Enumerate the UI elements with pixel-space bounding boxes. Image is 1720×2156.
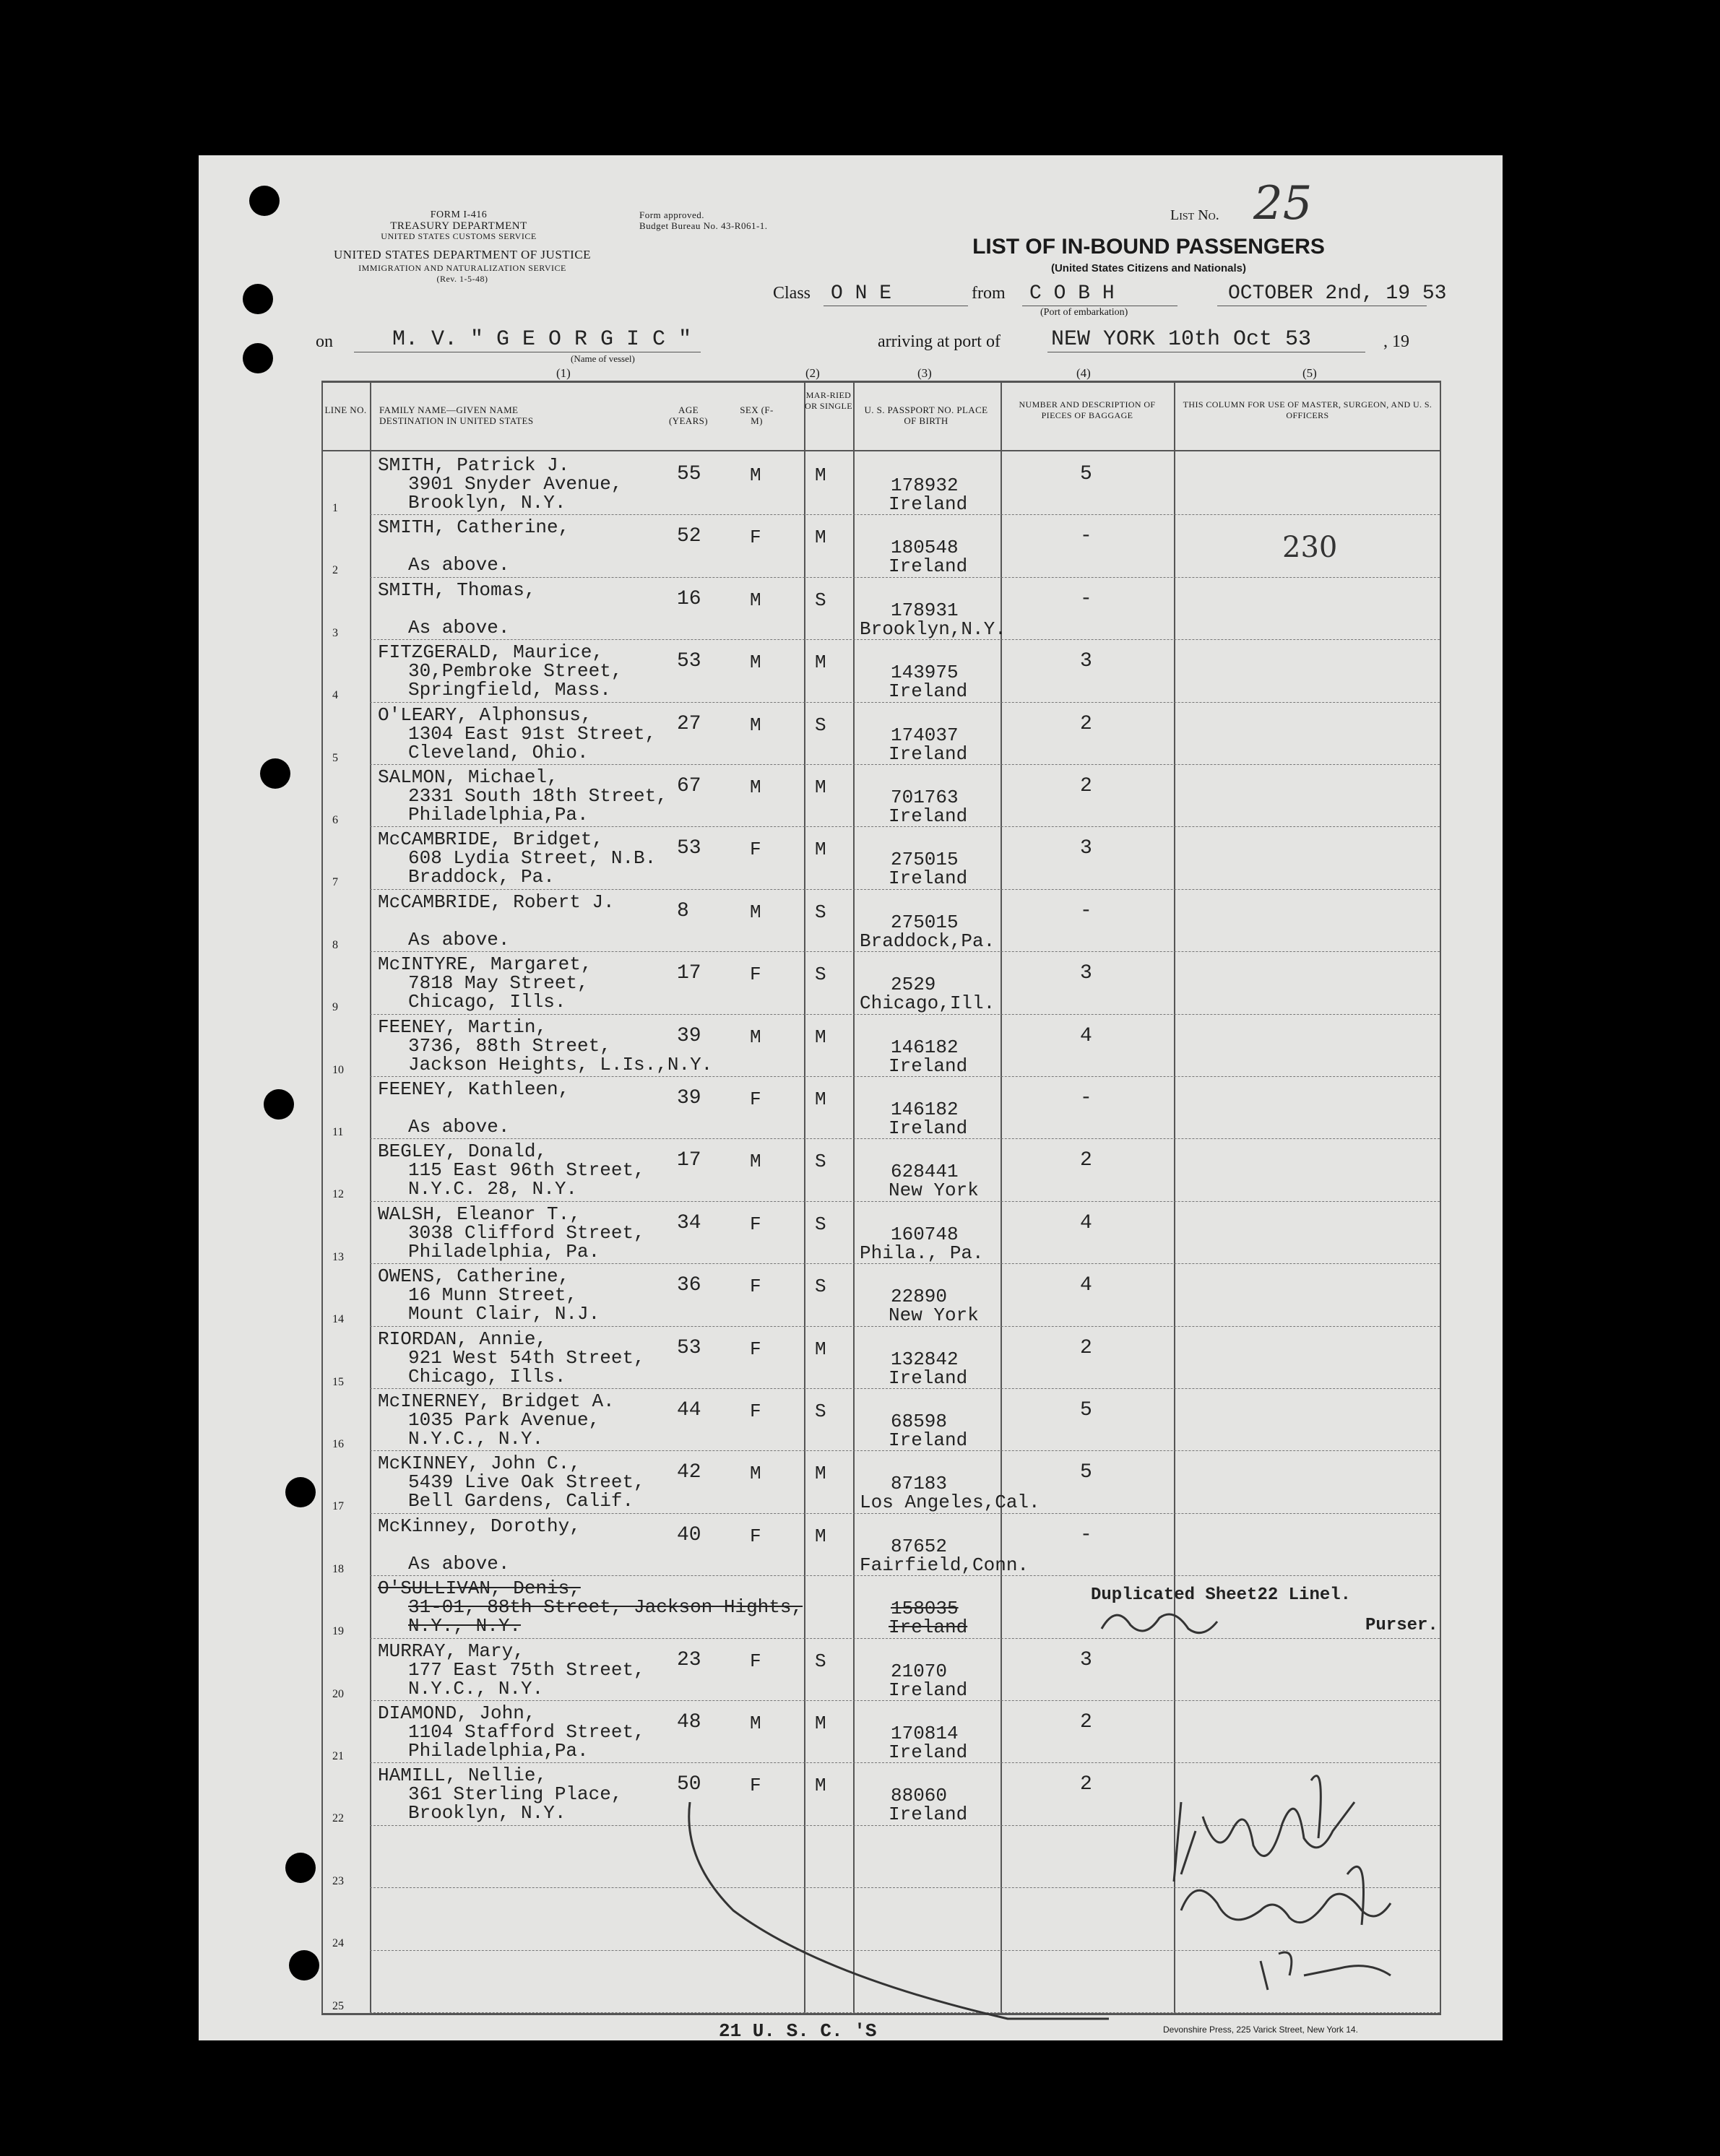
arrival-port-date: NEW YORK 10th Oct 53	[1051, 327, 1312, 352]
document-page	[199, 155, 1503, 2040]
sex: M	[750, 1463, 761, 1485]
age: 40	[677, 1523, 701, 1546]
place-of-birth: New York	[889, 1179, 979, 1202]
baggage-count: 3	[1080, 837, 1092, 860]
table-row	[199, 1514, 1503, 1576]
name-line-3: Brooklyn, N.Y.	[408, 492, 566, 514]
officer-number: 230	[1282, 531, 1338, 564]
line-number: 23	[332, 1874, 344, 1887]
passport-number: 628441	[891, 1161, 959, 1183]
age: 36	[677, 1274, 701, 1297]
baggage-count: 5	[1080, 1461, 1092, 1484]
table-row	[199, 1202, 1503, 1264]
marital-status: M	[815, 776, 826, 798]
table-row	[199, 765, 1503, 827]
table-row	[199, 1077, 1503, 1139]
sex: F	[750, 1400, 761, 1422]
name-line-2: 1035 Park Avenue,	[408, 1409, 600, 1431]
place-of-birth: Ireland	[889, 1741, 968, 1763]
table-row	[199, 1701, 1503, 1763]
line-number: 18	[332, 1562, 344, 1575]
line-number: 17	[332, 1500, 344, 1513]
age: 23	[677, 1648, 701, 1671]
name-line-3: N.Y., N.Y.	[408, 1615, 522, 1637]
line-number: 4	[332, 689, 338, 702]
line-number: 5	[332, 751, 338, 764]
place-of-birth: Ireland	[889, 1117, 968, 1139]
on-label: on	[316, 332, 333, 351]
duplicated-note: Duplicated Sheet22 Linel.	[1091, 1585, 1352, 1605]
baggage-count: 4	[1080, 1211, 1092, 1234]
baggage-count: -	[1080, 1523, 1092, 1546]
arriving-label: arriving at port of	[878, 332, 1001, 351]
marital-status: S	[815, 1213, 826, 1235]
officer-signature-image	[1152, 1759, 1427, 1997]
binder-hole	[243, 343, 273, 373]
passport-number: 170814	[891, 1723, 959, 1744]
ins-label: IMMIGRATION AND NATURALIZATION SERVICE	[358, 263, 566, 273]
baggage-count: 5	[1080, 463, 1092, 485]
marital-status: M	[815, 1713, 826, 1734]
name-line-3: As above.	[408, 554, 510, 576]
name-line-3: N.Y.C. 28, N.Y.	[408, 1178, 578, 1200]
name-line-2: 2331 South 18th Street,	[408, 785, 667, 807]
name-line-1: BEGLEY, Donald,	[378, 1140, 548, 1163]
name-line-3: Philadelphia,Pa.	[408, 1740, 589, 1762]
line-number: 16	[332, 1438, 344, 1450]
passport-number: 22890	[891, 1286, 948, 1308]
marital-status: S	[815, 1400, 826, 1422]
bracket-stroke	[675, 1802, 1181, 2040]
age: 48	[677, 1711, 701, 1733]
line-number: 11	[332, 1126, 344, 1138]
sex: M	[750, 1026, 761, 1048]
footer-code: 21 U. S. C. 'S	[719, 2020, 877, 2042]
departure-date: OCTOBER 2nd, 19 53	[1228, 282, 1447, 305]
name-line-3: Philadelphia,Pa.	[408, 804, 589, 826]
justice-label: UNITED STATES DEPARTMENT OF JUSTICE	[333, 248, 592, 261]
age: 39	[677, 1024, 701, 1047]
name-line-1: SMITH, Thomas,	[378, 579, 536, 601]
place-of-birth: Ireland	[889, 805, 968, 827]
col-header-age: AGE (YEARS)	[668, 404, 709, 426]
table-row	[199, 952, 1503, 1014]
passport-number: 68598	[891, 1411, 948, 1432]
name-line-1: McINERNEY, Bridget A.	[378, 1390, 615, 1412]
baggage-count: -	[1080, 525, 1092, 548]
name-line-3: N.Y.C., N.Y.	[408, 1677, 544, 1700]
place-of-birth: Ireland	[889, 1367, 968, 1389]
age: 39	[677, 1087, 701, 1109]
name-line-1: SALMON, Michael,	[378, 766, 558, 788]
age: 55	[677, 463, 701, 485]
name-line-1: FITZGERALD, Maurice,	[378, 641, 604, 664]
name-line-2: 177 East 75th Street,	[408, 1658, 645, 1681]
passport-number: 178932	[891, 475, 959, 496]
table-row	[199, 1139, 1503, 1201]
name-line-2: 31-01, 88th Street, Jackson Hights,	[408, 1596, 803, 1619]
name-line-1: McCAMBRIDE, Robert J.	[378, 891, 615, 913]
place-of-birth: Ireland	[889, 743, 968, 765]
customs-label: UNITED STATES CUSTOMS SERVICE	[381, 231, 537, 241]
line-number: 21	[332, 1750, 344, 1762]
age: 50	[677, 1773, 701, 1796]
name-line-2: 7818 May Street,	[408, 972, 589, 995]
col-num-2: (2)	[805, 366, 820, 380]
name-line-3: Brooklyn, N.Y.	[408, 1802, 566, 1824]
age: 17	[677, 962, 701, 985]
passport-number: 87652	[891, 1535, 948, 1557]
name-line-2: 16 Munn Street,	[408, 1284, 578, 1307]
age: 53	[677, 837, 701, 860]
passport-number: 275015	[891, 849, 959, 871]
revision-label: (Rev. 1-5-48)	[436, 274, 488, 284]
table-row	[199, 1015, 1503, 1077]
name-line-1: MURRAY, Mary,	[378, 1640, 524, 1662]
line-number: 25	[332, 1999, 344, 2012]
sex: F	[750, 527, 761, 549]
name-line-1: HAMILL, Nellie,	[378, 1765, 548, 1787]
name-line-1: McCAMBRIDE, Bridget,	[378, 828, 604, 851]
table-row	[199, 890, 1503, 952]
name-line-2: 3736, 88th Street,	[408, 1034, 611, 1057]
table-row	[199, 1327, 1503, 1389]
treasury-label: TREASURY DEPARTMENT	[390, 220, 527, 232]
sex: M	[750, 464, 761, 486]
port-embark-caption: (Port of embarkation)	[1040, 307, 1128, 318]
age: 16	[677, 587, 701, 610]
purser-signature-image	[1094, 1600, 1239, 1643]
col-header-officers: THIS COLUMN FOR USE OF MASTER, SURGEON, AND U. S. OFFICERS	[1183, 399, 1432, 420]
sex: F	[750, 964, 761, 986]
line-number: 13	[332, 1250, 344, 1263]
place-of-birth: Ireland	[889, 867, 968, 890]
name-line-3: As above.	[408, 1552, 510, 1575]
line-number: 22	[332, 1812, 344, 1825]
passport-number: 146182	[891, 1036, 959, 1058]
name-line-3: Braddock, Pa.	[408, 866, 555, 888]
binder-hole	[289, 1950, 319, 1980]
place-of-birth: Ireland	[889, 680, 968, 703]
name-line-2: 5439 Live Oak Street,	[408, 1471, 645, 1494]
place-of-birth: Fairfield,Conn.	[860, 1554, 1029, 1576]
passport-number: 143975	[891, 662, 959, 684]
line-number: 24	[332, 1937, 344, 1950]
age: 67	[677, 775, 701, 797]
baggage-count: -	[1080, 1087, 1092, 1109]
marital-status: S	[815, 964, 826, 986]
line-number: 1	[332, 502, 338, 514]
baggage-count: 5	[1080, 1399, 1092, 1421]
col-header-baggage: NUMBER AND DESCRIPTION OF PIECES OF BAGGAGE	[1019, 399, 1156, 420]
marital-status: S	[815, 1276, 826, 1298]
name-line-1: FEENEY, Kathleen,	[378, 1078, 570, 1100]
sex: F	[750, 1213, 761, 1235]
table-row	[199, 578, 1503, 640]
place-of-birth: Brooklyn,N.Y.	[860, 618, 1006, 640]
name-line-1: O'SULLIVAN, Denis,	[378, 1577, 581, 1600]
vessel-name: M. V. " G E O R G I C "	[392, 327, 692, 352]
baggage-count: 2	[1080, 1149, 1092, 1172]
line-number: 15	[332, 1375, 344, 1388]
passport-number: 158035	[891, 1598, 959, 1620]
baggage-count: 2	[1080, 1711, 1092, 1733]
marital-status: S	[815, 1650, 826, 1672]
line-number: 8	[332, 938, 338, 951]
age: 17	[677, 1149, 701, 1172]
name-line-3: N.Y.C., N.Y.	[408, 1428, 544, 1450]
col-num-5: (5)	[1302, 366, 1317, 380]
marital-status: M	[815, 1026, 826, 1048]
baggage-count: 3	[1080, 650, 1092, 673]
baggage-count: 3	[1080, 1648, 1092, 1671]
baggage-count: -	[1080, 587, 1092, 610]
table-row	[199, 1451, 1503, 1513]
year-suffix: , 19	[1383, 332, 1409, 351]
binder-hole	[260, 758, 290, 789]
line-number: 3	[332, 626, 338, 639]
col-header-name: FAMILY NAME—GIVEN NAME DESTINATION IN UNITED STATES	[379, 404, 534, 426]
name-line-2: 115 East 96th Street,	[408, 1159, 645, 1182]
marital-status: M	[815, 464, 826, 486]
name-line-1: O'LEARY, Alphonsus,	[378, 703, 592, 726]
place-of-birth: Chicago,Ill.	[860, 992, 995, 1015]
name-line-3: Chicago, Ills.	[408, 991, 566, 1013]
line-number: 19	[332, 1625, 344, 1638]
marital-status: S	[815, 901, 826, 923]
name-line-3: Jackson Heights, L.Is.,N.Y.	[408, 1053, 713, 1075]
name-line-3: Cleveland, Ohio.	[408, 741, 589, 763]
name-line-3: As above.	[408, 616, 510, 638]
binder-hole	[285, 1853, 316, 1883]
name-line-1: OWENS, Catherine,	[378, 1265, 570, 1288]
passport-number: 160748	[891, 1223, 959, 1245]
name-line-3: As above.	[408, 1116, 510, 1138]
place-of-birth: Braddock,Pa.	[860, 930, 995, 952]
line-number: 10	[332, 1063, 344, 1076]
form-number: FORM I-416	[430, 209, 488, 220]
vessel-caption: (Name of vessel)	[571, 353, 635, 364]
baggage-count: 3	[1080, 962, 1092, 985]
passport-number: 178931	[891, 599, 959, 621]
name-line-2: 1304 East 91st Street,	[408, 722, 657, 745]
place-of-birth: Ireland	[889, 1616, 968, 1639]
place-of-birth: Ireland	[889, 1055, 968, 1077]
passport-number: 87183	[891, 1473, 948, 1495]
sex: M	[750, 714, 761, 736]
name-line-1: RIORDAN, Annie,	[378, 1328, 548, 1350]
baggage-count: 2	[1080, 1336, 1092, 1359]
marital-status: M	[815, 1338, 826, 1360]
name-line-1: SMITH, Patrick J.	[378, 454, 570, 476]
binder-hole	[264, 1089, 294, 1120]
name-line-3: Mount Clair, N.J.	[408, 1303, 600, 1325]
passport-number: 146182	[891, 1099, 959, 1120]
marital-status: M	[815, 651, 826, 674]
marital-status: M	[815, 1463, 826, 1485]
line-number: 7	[332, 876, 338, 889]
budget-bureau: Budget Bureau No. 43-R061-1.	[639, 220, 768, 231]
binder-hole	[243, 284, 273, 314]
sex: M	[750, 1713, 761, 1734]
baggage-count: 4	[1080, 1024, 1092, 1047]
from-label: from	[972, 284, 1006, 303]
col-header-sex: SEX (F-M)	[740, 404, 774, 426]
name-line-3: Springfield, Mass.	[408, 679, 611, 701]
marital-status: S	[815, 714, 826, 736]
age: 34	[677, 1211, 701, 1234]
col-num-3: (3)	[917, 366, 932, 380]
col-num-4: (4)	[1076, 366, 1091, 380]
marital-status: M	[815, 1088, 826, 1110]
age: 53	[677, 650, 701, 673]
table-row	[199, 1389, 1503, 1451]
marital-status: M	[815, 839, 826, 861]
marital-status: S	[815, 589, 826, 611]
name-line-1: WALSH, Eleanor T.,	[378, 1203, 581, 1225]
list-no-value: 25	[1253, 177, 1313, 230]
sex: F	[750, 839, 761, 861]
name-line-2: 1104 Stafford Street,	[408, 1721, 645, 1743]
place-of-birth: Ireland	[889, 1804, 968, 1826]
line-number: 20	[332, 1687, 344, 1700]
place-of-birth: Ireland	[889, 1679, 968, 1701]
age: 27	[677, 712, 701, 735]
name-line-3: Philadelphia, Pa.	[408, 1240, 600, 1263]
age: 44	[677, 1399, 701, 1421]
marital-status: M	[815, 1775, 826, 1797]
purser-label: Purser.	[1365, 1616, 1438, 1635]
sex: M	[750, 589, 761, 611]
passport-number: 88060	[891, 1785, 948, 1807]
form-title: LIST OF IN-BOUND PASSENGERS	[972, 235, 1325, 259]
line-number: 12	[332, 1188, 344, 1201]
passport-number: 2529	[891, 974, 936, 996]
place-of-birth: Ireland	[889, 1429, 968, 1451]
class-label: Class	[773, 284, 811, 303]
col-header-line-no: LINE NO.	[324, 404, 367, 415]
table-row	[199, 827, 1503, 889]
name-line-3: As above.	[408, 928, 510, 951]
passport-number: 180548	[891, 537, 959, 559]
col-header-passport: U. S. PASSPORT NO. PLACE OF BIRTH	[864, 404, 988, 426]
table-row	[199, 1264, 1503, 1326]
age: 53	[677, 1336, 701, 1359]
sex: F	[750, 1088, 761, 1110]
baggage-count: 4	[1080, 1274, 1092, 1297]
binder-hole	[249, 186, 280, 216]
sex: F	[750, 1276, 761, 1298]
form-approved: Form approved.	[639, 209, 705, 220]
name-line-1: FEENEY, Martin,	[378, 1016, 548, 1038]
place-of-birth: Ireland	[889, 493, 968, 515]
line-number: 14	[332, 1313, 344, 1326]
line-number: 2	[332, 564, 338, 577]
sex: F	[750, 1525, 761, 1547]
sex: M	[750, 901, 761, 923]
line-number: 9	[332, 1001, 338, 1014]
name-line-2: 30,Pembroke Street,	[408, 660, 623, 683]
name-line-1: McKinney, Dorothy,	[378, 1515, 581, 1537]
table-row	[199, 453, 1503, 515]
name-line-1: SMITH, Catherine,	[378, 516, 570, 539]
passport-number: 132842	[891, 1348, 959, 1370]
place-of-birth: Phila., Pa.	[860, 1242, 984, 1264]
name-line-2: 3901 Snyder Avenue,	[408, 473, 623, 495]
list-no-label: List No.	[1170, 207, 1219, 223]
col-num-1: (1)	[556, 366, 571, 380]
baggage-count: 2	[1080, 1773, 1092, 1796]
name-line-2: 3038 Clifford Street,	[408, 1221, 645, 1244]
place-of-birth: Los Angeles,Cal.	[860, 1492, 1040, 1514]
passport-number: 21070	[891, 1660, 948, 1682]
name-line-3: Bell Gardens, Calif.	[408, 1490, 634, 1512]
table-row	[199, 703, 1503, 765]
marital-status: M	[815, 527, 826, 549]
footer-printer: Devonshire Press, 225 Varick Street, New York 14.	[1163, 2025, 1358, 2035]
place-of-birth: New York	[889, 1304, 979, 1327]
name-line-1: McINTYRE, Margaret,	[378, 953, 592, 976]
passport-number: 701763	[891, 787, 959, 808]
name-line-3: Chicago, Ills.	[408, 1365, 566, 1387]
class-value: O N E	[831, 282, 892, 305]
form-subtitle: (United States Citizens and Nationals)	[1050, 262, 1247, 274]
age: 42	[677, 1461, 701, 1484]
baggage-count: 2	[1080, 712, 1092, 735]
name-line-1: DIAMOND, John,	[378, 1702, 536, 1724]
name-line-1: McKINNEY, John C.,	[378, 1453, 581, 1475]
table-row	[199, 640, 1503, 702]
name-line-2: 921 West 54th Street,	[408, 1346, 645, 1369]
binder-hole	[285, 1477, 316, 1507]
sex: F	[750, 1338, 761, 1360]
passport-number: 275015	[891, 911, 959, 933]
from-value: C O B H	[1029, 282, 1115, 305]
passport-number: 174037	[891, 724, 959, 746]
name-line-2: 608 Lydia Street, N.B.	[408, 847, 657, 870]
place-of-birth: Ireland	[889, 555, 968, 578]
age: 52	[677, 525, 701, 548]
marital-status: S	[815, 1151, 826, 1173]
sex: F	[750, 1650, 761, 1672]
sex: M	[750, 776, 761, 798]
baggage-count: 2	[1080, 775, 1092, 797]
line-number: 6	[332, 814, 338, 826]
col-header-married: MAR-RIED OR SINGLE	[805, 390, 852, 411]
age: 8	[677, 899, 689, 922]
sex: M	[750, 1151, 761, 1173]
marital-status: M	[815, 1525, 826, 1547]
sex: F	[750, 1775, 761, 1797]
name-line-2: 361 Sterling Place,	[408, 1783, 623, 1806]
table-row	[199, 1639, 1503, 1701]
sex: M	[750, 651, 761, 674]
baggage-count: -	[1080, 899, 1092, 922]
